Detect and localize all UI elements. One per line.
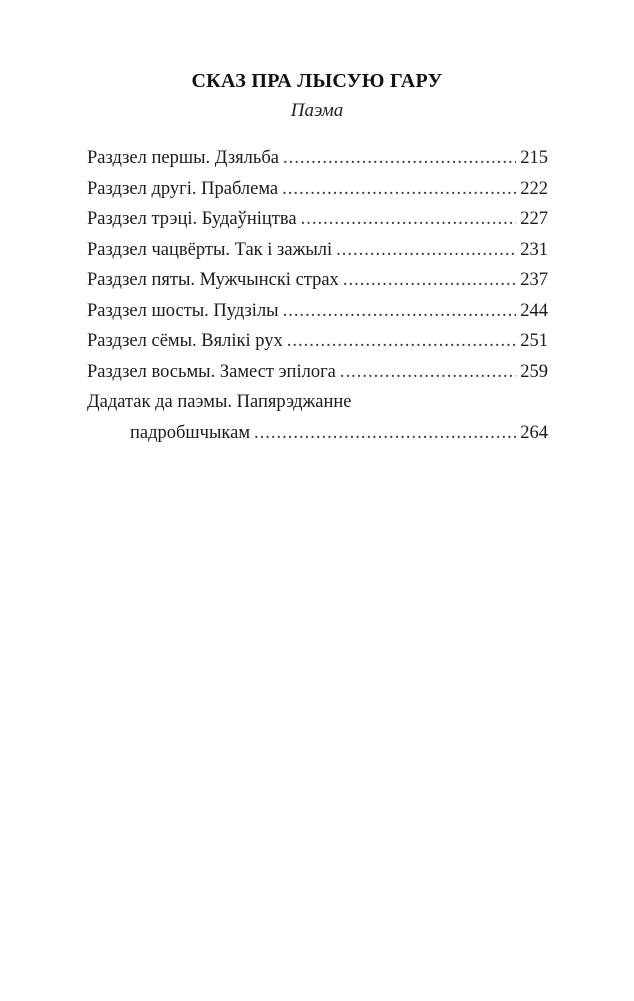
toc-entry-label: Раздзел другі. Праблема xyxy=(87,178,279,199)
table-of-contents xyxy=(87,143,548,448)
toc-entry-label: Раздзел першы. Дзяльба xyxy=(87,148,279,168)
toc-page-number: 237 xyxy=(520,270,548,290)
toc-page-number: 264 xyxy=(520,422,548,443)
toc-leader-dots xyxy=(343,265,516,296)
toc-leader-dots xyxy=(254,418,516,449)
toc-entry xyxy=(87,235,548,266)
toc-leader-dots xyxy=(283,296,517,327)
toc-entry-label-line1: Дадатак да паэмы. Папярэджанне xyxy=(87,392,352,412)
toc-page-number: 227 xyxy=(520,209,548,229)
toc-entry-label: Раздзел сёмы. Вялікі рух xyxy=(87,331,283,351)
toc-entry-label: Раздзел чацвёрты. Так і зажылі xyxy=(87,239,333,260)
page-title: СКАЗ ПРА ЛЫСУЮ ГАРУ xyxy=(191,70,443,92)
toc-entry-label: Раздзел пяты. Мужчынскі страх xyxy=(87,270,339,290)
toc-leader-dots xyxy=(301,204,517,235)
toc-leader-dots xyxy=(287,326,516,357)
toc-leader-dots xyxy=(340,357,516,388)
toc-entry-label: Раздзел восьмы. Замест эпілога xyxy=(87,361,336,382)
toc-entry xyxy=(87,296,548,327)
page-subtitle: Паэма xyxy=(290,100,344,121)
toc-entry xyxy=(87,174,548,205)
toc-entry-appendix xyxy=(87,387,548,448)
toc-leader-dots xyxy=(336,235,516,266)
toc-page-number: 259 xyxy=(520,361,548,382)
toc-leader-dots xyxy=(282,174,516,205)
toc-page-number: 222 xyxy=(520,178,548,199)
toc-entry-line2 xyxy=(87,418,548,449)
toc-entry xyxy=(87,326,548,357)
toc-page-number: 251 xyxy=(520,331,548,351)
toc-page-number: 244 xyxy=(520,300,548,321)
toc-page-number: 231 xyxy=(520,239,548,260)
toc-entry xyxy=(87,204,548,235)
toc-entry xyxy=(87,143,548,174)
toc-leader-dots xyxy=(283,143,516,174)
toc-entry xyxy=(87,357,548,388)
toc-entry-label: Раздзел шосты. Пудзілы xyxy=(87,300,279,321)
toc-entry-label: Раздзел трэці. Будаўніцтва xyxy=(87,209,297,229)
toc-entry-label-line2: падробшчыкам xyxy=(130,422,251,443)
toc-entry xyxy=(87,265,548,296)
toc-page-number: 215 xyxy=(520,148,548,168)
